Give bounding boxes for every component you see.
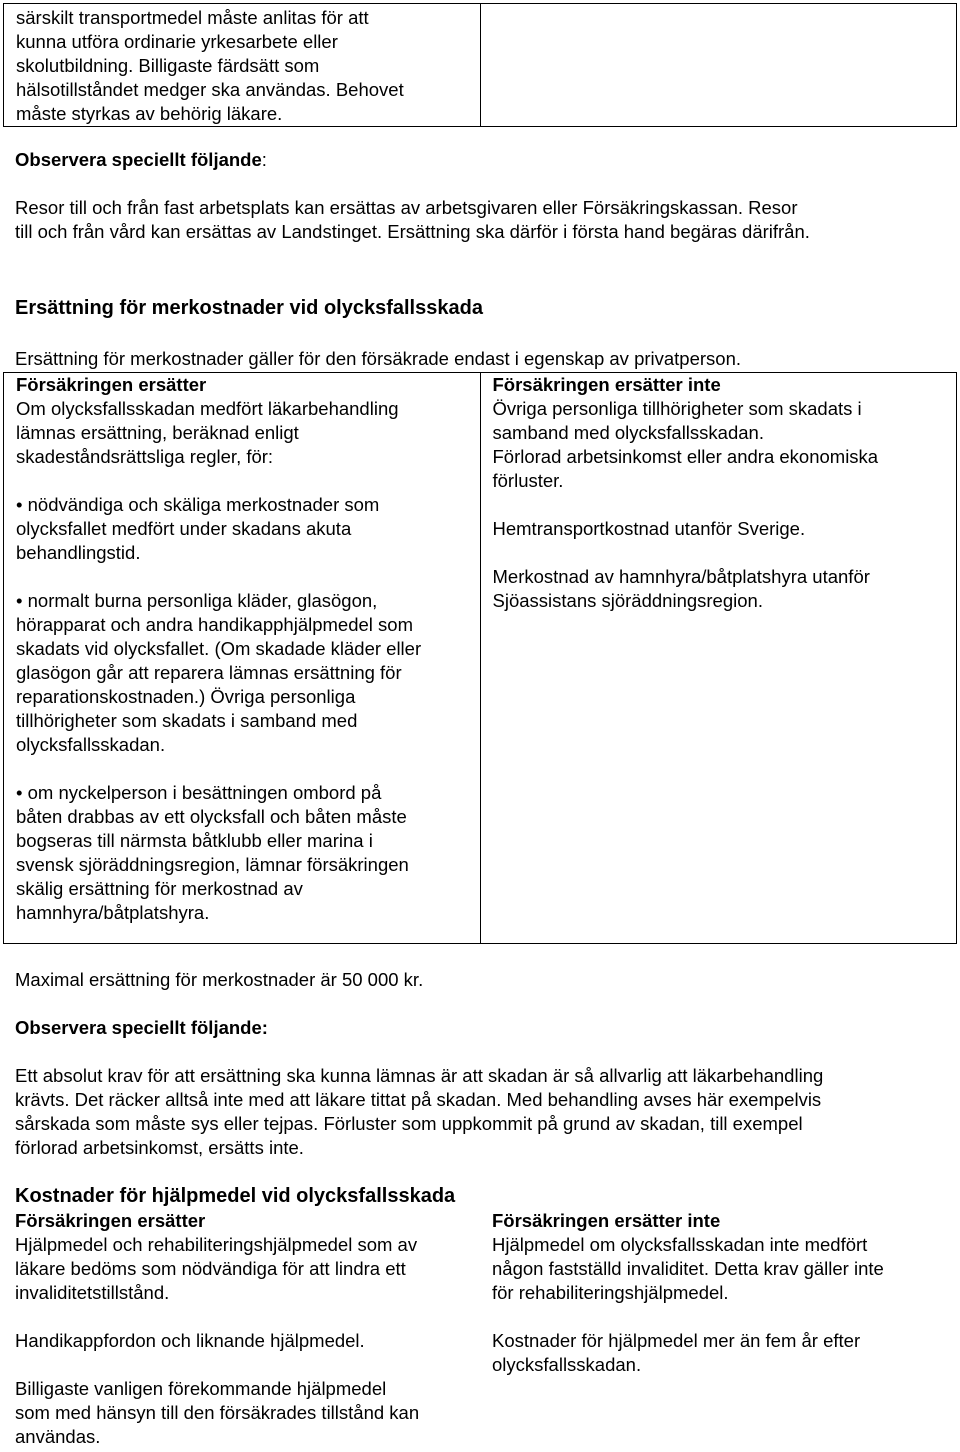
col-title-ersatter-inte-2: Försäkringen ersätter inte [492, 1210, 721, 1231]
text-line: behandlingstid. [16, 542, 141, 563]
text-line: Övriga personliga tillhörigheter som skadats i [492, 398, 862, 419]
text-line: Förlorad arbetsinkomst eller andra ekonomiska [492, 446, 879, 467]
text-line: Om olycksfallsskadan medfört läkarbehandling [16, 398, 399, 419]
observe-heading-1: Observera speciellt följande: [15, 149, 267, 170]
top-table-right-cell [480, 4, 956, 127]
text-line: • nödvändiga och skäliga merkostnader som [16, 494, 380, 515]
text-line: bogseras till närmsta båtklubb eller marina i [16, 830, 373, 851]
top-table-left-text [4, 4, 480, 126]
observe-text-1 [15, 196, 955, 244]
text-line: lämnas ersättning, beräknad enligt [16, 422, 299, 443]
top-table [3, 3, 957, 127]
text-line: • om nyckelperson i besättningen ombord på [16, 782, 382, 803]
text-line: skolutbildning. Billigaste färdsätt som [16, 55, 320, 76]
text-line: läkare bedöms som nödvändiga för att lindra ett [15, 1258, 406, 1279]
text-line: svensk sjöräddningsregion, lämnar försäkringen [16, 854, 409, 875]
text-line: tillhörigheter som skadats i samband med [16, 710, 358, 731]
observe-text-2 [15, 1064, 955, 1160]
text-line: skälig ersättning för merkostnad av [16, 878, 303, 899]
text-line [492, 1305, 957, 1329]
text-line: olycksfallsskadan. [492, 1354, 642, 1375]
merkostnader-table [3, 372, 957, 944]
col-title-ersatter: Försäkringen ersätter [16, 374, 207, 395]
text-line: samband med olycksfallsskadan. [492, 422, 764, 443]
top-table-left-cell [4, 4, 481, 127]
merkostnader-left-cell [4, 373, 481, 944]
text-line: • normalt burna personliga kläder, glasögon, [16, 590, 378, 611]
col-title-ersatter-2: Försäkringen ersätter [15, 1210, 206, 1231]
text-line: Hemtransportkostnad utanför Sverige. [492, 518, 806, 539]
text-line [16, 757, 480, 781]
observe-heading-2: Observera speciellt följande: [15, 1017, 268, 1038]
text-line: olycksfallsskadan. [16, 734, 166, 755]
text-line: förlorad arbetsinkomst, ersätts inte. [15, 1137, 304, 1158]
merkostnader-left-content [4, 373, 480, 925]
text-line: krävts. Det räcker alltså inte med att läkare tittat på skadan. Med behandling avses här exempelvis [15, 1089, 822, 1110]
text-line: måste styrkas av behörig läkare. [16, 103, 283, 124]
text-line: Hjälpmedel och rehabiliteringshjälpmedel som av [15, 1234, 418, 1255]
text-line: till och från vård kan ersättas av Landstinget. Ersättning ska därför i första hand begäras därifrån. [15, 221, 810, 242]
text-line: Handikappfordon och liknande hjälpmedel. [15, 1330, 365, 1351]
text-line: invaliditetstillstånd. [15, 1282, 170, 1303]
text-line: Ett absolut krav för att ersättning ska kunna lämnas är att skadan är så allvarlig att läkarbehandling [15, 1065, 824, 1086]
hjalpmedel-right-lines [492, 1233, 957, 1377]
hjalpmedel-left-cell [3, 1209, 480, 1449]
section-intro-merkostnader: Ersättning för merkostnader gäller för den försäkrade endast i egenskap av privatperson. [15, 348, 742, 369]
hjalpmedel-table [3, 1209, 957, 1449]
section-heading-hjalpmedel: Kostnader för hjälpmedel vid olycksfallsskada [15, 1185, 456, 1207]
text-line [15, 1305, 480, 1329]
text-line: båten drabbas av ett olycksfall och båten måste [16, 806, 407, 827]
hjalpmedel-right-content [480, 1209, 957, 1377]
text-line: hälsotillståndet medger ska användas. Behovet [16, 79, 404, 100]
max-compensation-text: Maximal ersättning för merkostnader är 50 000 kr. [15, 969, 424, 990]
text-line: kunna utföra ordinarie yrkesarbete eller [16, 31, 338, 52]
section-heading-merkostnader: Ersättning för merkostnader vid olycksfallsskada [15, 297, 483, 319]
text-line: skadats vid olycksfallet. (Om skadade kläder eller [16, 638, 422, 659]
text-line: hörapparat och andra handikapphjälpmedel som [16, 614, 413, 635]
col-title-ersatter-inte: Försäkringen ersätter inte [492, 374, 721, 395]
text-line [16, 469, 480, 493]
text-line: användas. [15, 1426, 101, 1447]
merkostnader-right-content [481, 373, 957, 613]
text-line [15, 1353, 480, 1377]
text-line: olycksfallet medfört under skadans akuta [16, 518, 352, 539]
text-line: Billigaste vanligen förekommande hjälpmedel [15, 1378, 387, 1399]
hjalpmedel-left-lines [15, 1233, 480, 1449]
text-line [493, 493, 957, 517]
merkostnader-right-cell [480, 373, 957, 944]
text-line: särskilt transportmedel måste anlitas för att [16, 7, 369, 28]
text-line: reparationskostnaden.) Övriga personliga [16, 686, 356, 707]
text-line [493, 541, 957, 565]
text-line: glasögon går att reparera lämnas ersättning för [16, 662, 402, 683]
text-line: Resor till och från fast arbetsplats kan ersättas av arbetsgivaren eller Försäkringskassan. Resor [15, 197, 798, 218]
text-line: Merkostnad av hamnhyra/båtplatshyra utanför [492, 566, 870, 587]
text-line: Hjälpmedel om olycksfallsskadan inte medfört [492, 1234, 868, 1255]
text-line: som med hänsyn till den försäkrades tillstånd kan [15, 1402, 420, 1423]
text-line: Kostnader för hjälpmedel mer än fem år efter [492, 1330, 861, 1351]
hjalpmedel-right-cell [480, 1209, 957, 1449]
hjalpmedel-left-content [3, 1209, 480, 1449]
text-line: för rehabiliteringshjälpmedel. [492, 1282, 729, 1303]
text-line: någon fastställd invaliditet. Detta krav gäller inte [492, 1258, 884, 1279]
text-line: skadeståndsrättsliga regler, för: [16, 446, 274, 467]
text-line: hamnhyra/båtplatshyra. [16, 902, 210, 923]
merkostnader-right-lines [493, 397, 957, 613]
text-line: sårskada som måste sys eller tejpas. Förluster som uppkommit på grund av skadan, till exempel [15, 1113, 803, 1134]
text-line [16, 565, 480, 589]
text-line: förluster. [492, 470, 564, 491]
merkostnader-left-lines [16, 397, 480, 925]
text-line: Sjöassistans sjöräddningsregion. [492, 590, 763, 611]
